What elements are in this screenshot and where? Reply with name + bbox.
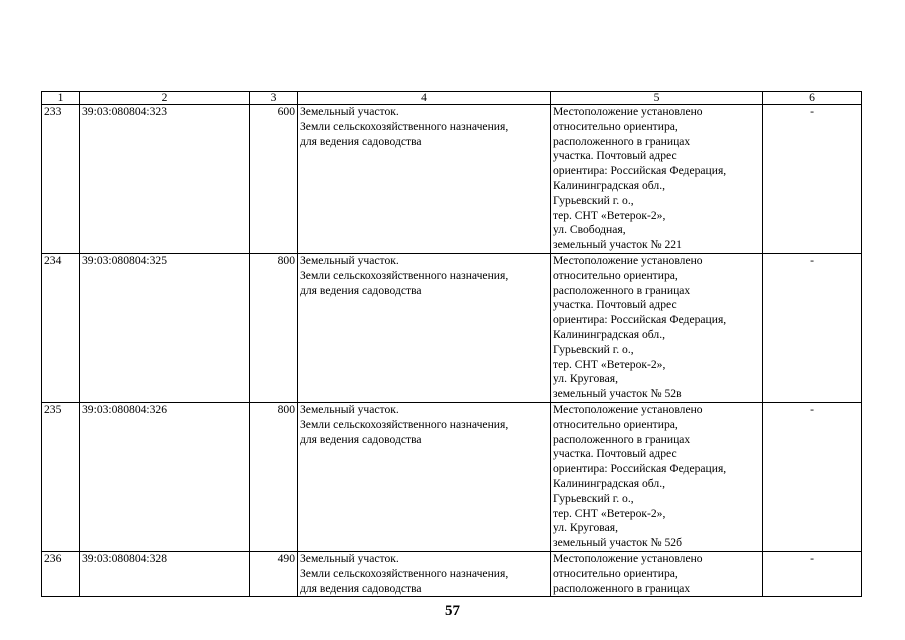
description-line: Земельный участок. [300,253,399,267]
description-line: для ведения садоводства [300,134,422,148]
column-header: 6 [763,92,862,105]
cadastral-number-cell: 39:03:080804:323 [80,105,250,254]
location-line: Местоположение установлено [553,551,703,565]
location-line: ул. Свободная, [553,223,626,237]
description-line: для ведения садоводства [300,283,422,297]
column-header: 2 [80,92,250,105]
location-cell [551,105,763,254]
location-line: участка. Почтовый адрес [553,298,677,312]
location-line: земельный участок № 221 [553,238,682,252]
location-line: ориентира: Российская Федерация, [553,164,727,178]
location-line: относительно ориентира, [553,119,678,133]
row-number-cell: 235 [42,402,80,551]
location-line: расположенного в границах [553,283,691,297]
table-row [42,105,862,254]
note-cell: - [763,105,862,254]
table-header-row [42,92,862,105]
location-line: ориентира: Российская Федерация, [553,313,727,327]
area-cell: 600 [250,105,298,254]
land-plot-table [41,91,862,597]
location-line: тер. СНТ «Ветерок-2», [553,208,666,222]
location-line: расположенного в границах [553,432,691,446]
location-line: Гурьевский г. о., [553,193,634,207]
table-row [42,551,862,596]
note-cell: - [763,253,862,402]
column-header: 1 [42,92,80,105]
description-line: Земельный участок. [300,551,399,565]
column-header: 3 [250,92,298,105]
table-row [42,253,862,402]
location-line: Гурьевский г. о., [553,342,634,356]
cadastral-number-cell: 39:03:080804:325 [80,253,250,402]
table-row [42,402,862,551]
area-cell: 800 [250,402,298,551]
location-line: относительно ориентира, [553,268,678,282]
location-line: относительно ориентира, [553,566,678,580]
description-cell [298,105,551,254]
location-line: Калининградская обл., [553,327,665,341]
note-cell: - [763,402,862,551]
description-cell [298,402,551,551]
page-number: 57 [445,603,460,619]
description-line: Земли сельскохозяйственного назначения, [300,268,509,282]
location-line: Местоположение установлено [553,402,703,416]
location-line: ориентира: Российская Федерация, [553,462,727,476]
location-cell [551,253,763,402]
location-line: относительно ориентира, [553,417,678,431]
location-line: ул. Круговая, [553,372,619,386]
location-line: тер. СНТ «Ветерок-2», [553,506,666,520]
description-cell [298,551,551,596]
description-line: Земельный участок. [300,105,399,118]
description-line: для ведения садоводства [300,581,422,595]
location-line: земельный участок № 52в [553,387,682,401]
column-header: 5 [551,92,763,105]
cadastral-number-cell: 39:03:080804:328 [80,551,250,596]
location-line: ул. Круговая, [553,521,619,535]
location-line: Калининградская обл., [553,476,665,490]
location-line: Местоположение установлено [553,105,703,118]
description-line: Земли сельскохозяйственного назначения, [300,417,509,431]
description-line: Земельный участок. [300,402,399,416]
row-number-cell: 236 [42,551,80,596]
description-line: Земли сельскохозяйственного назначения, [300,566,509,580]
description-line: для ведения садоводства [300,432,422,446]
row-number-cell: 233 [42,105,80,254]
column-header: 4 [298,92,551,105]
cadastral-number-cell: 39:03:080804:326 [80,402,250,551]
location-line: Калининградская обл., [553,178,665,192]
description-line: Земли сельскохозяйственного назначения, [300,119,509,133]
location-cell [551,402,763,551]
location-line: расположенного в границах [553,134,691,148]
description-cell [298,253,551,402]
note-cell: - [763,551,862,596]
location-line: земельный участок № 52б [553,536,682,550]
location-cell [551,551,763,596]
area-cell: 490 [250,551,298,596]
location-line: расположенного в границах [553,581,691,595]
area-cell: 800 [250,253,298,402]
location-line: Местоположение установлено [553,253,703,267]
location-line: участка. Почтовый адрес [553,447,677,461]
location-line: Гурьевский г. о., [553,491,634,505]
location-line: тер. СНТ «Ветерок-2», [553,357,666,371]
location-line: участка. Почтовый адрес [553,149,677,163]
row-number-cell: 234 [42,253,80,402]
